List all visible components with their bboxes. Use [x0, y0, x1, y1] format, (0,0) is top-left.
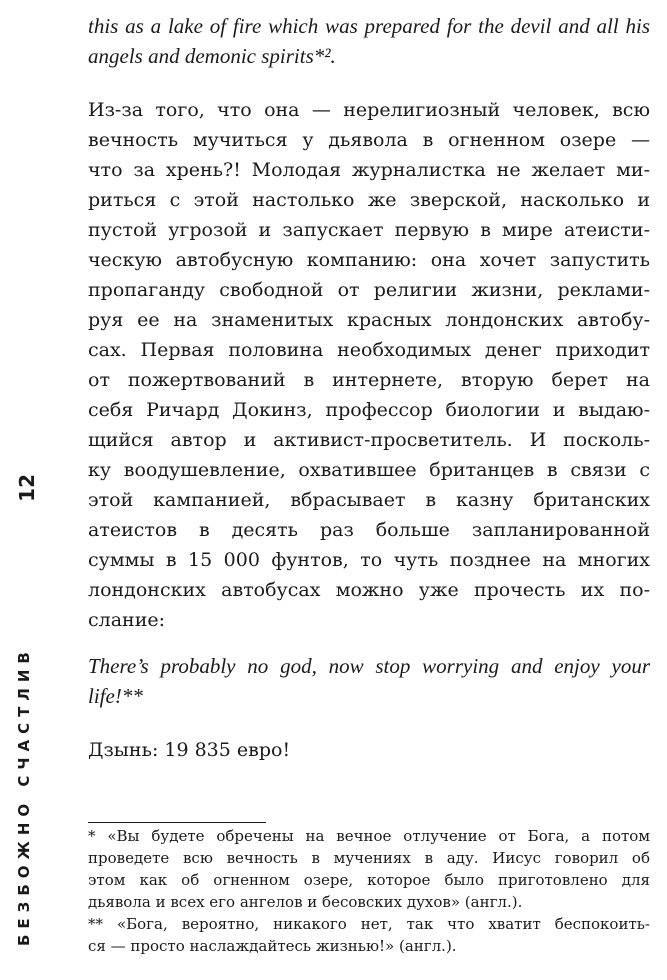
- footnote-1-line-4: дьявола и всех его ангелов и бесовских духов» (англ.).: [88, 893, 523, 911]
- quote-line-1: this as a lake of fire which was prepared for the devil and all his: [88, 14, 650, 38]
- donation-amount-line: Дзынь: 19 835 евро!: [88, 739, 291, 761]
- body-line-5: пустой угрозой и запускает первую в мире атеисти-: [88, 219, 650, 241]
- body-line-12: щийся автор и активист-просветитель. И посколь-: [88, 429, 650, 451]
- slogan-line-1: There’s probably no god, now stop worrying and enjoy your: [88, 654, 650, 678]
- slogan-line-2: life!**: [88, 684, 143, 708]
- body-line-8: руя ее на знаменитых красных лондонских автобу-: [88, 309, 650, 331]
- footnote-2-line-2: ся — просто наслаждайтесь жизнью!» (англ.).: [88, 937, 457, 955]
- running-head-book-title: БЕЗБОЖНО СЧАСТЛИВ: [15, 646, 33, 946]
- footnote-1-line-1: * «Вы будете обречены на вечное отлучение от Бога, а потом: [88, 827, 650, 845]
- body-line-2: вечность мучиться у дьявола в огненном озере —: [88, 129, 650, 151]
- body-line-9: сах. Первая половина необходимых денег приходит: [88, 339, 650, 361]
- body-line-6: ческую автобусную компанию: она хочет запустить: [88, 249, 650, 271]
- body-line-7: пропаганду свободной от религии жизни, реклами-: [88, 279, 650, 301]
- footnote-divider: [88, 822, 266, 823]
- body-line-11: себя Ричард Докинз, профессор биологии и выдаю-: [88, 399, 650, 421]
- quote-line-2: angels and demonic spirits*².: [88, 44, 336, 68]
- body-line-16: суммы в 15 000 фунтов, то чуть позднее на многих: [88, 549, 650, 571]
- body-line-17: лондонских автобусах можно уже прочесть их по-: [88, 579, 650, 601]
- body-line-10: от пожертвований в интернете, вторую берет на: [88, 369, 650, 391]
- side-margin: [10, 474, 40, 954]
- footnote-1-line-2: проведете всю вечность в мучениях в аду. Иисус говорил об: [88, 849, 650, 867]
- body-line-1: Из-за того, что она — нерелигиозный человек, всю: [88, 99, 650, 121]
- body-line-14: этой кампанией, вбрасывает в казну британских: [88, 489, 650, 511]
- footnote-1-line-3: этом как об огненном озере, которое было приготовлено для: [88, 871, 650, 889]
- footnote-2-line-1: ** «Бога, вероятно, никакого нет, так что хватит беспокоить-: [88, 915, 650, 933]
- body-line-3: что за хрень?! Молодая журналистка не желает ми-: [88, 159, 650, 181]
- body-line-4: риться с этой настолько же зверской, насколько и: [88, 189, 650, 211]
- page-number: 12: [15, 474, 39, 502]
- body-line-18: слание:: [88, 609, 166, 631]
- body-line-13: ку воодушевление, охватившее британцев в связи с: [88, 459, 650, 481]
- body-line-15: атеистов в десять раз больше запланированной: [88, 519, 650, 541]
